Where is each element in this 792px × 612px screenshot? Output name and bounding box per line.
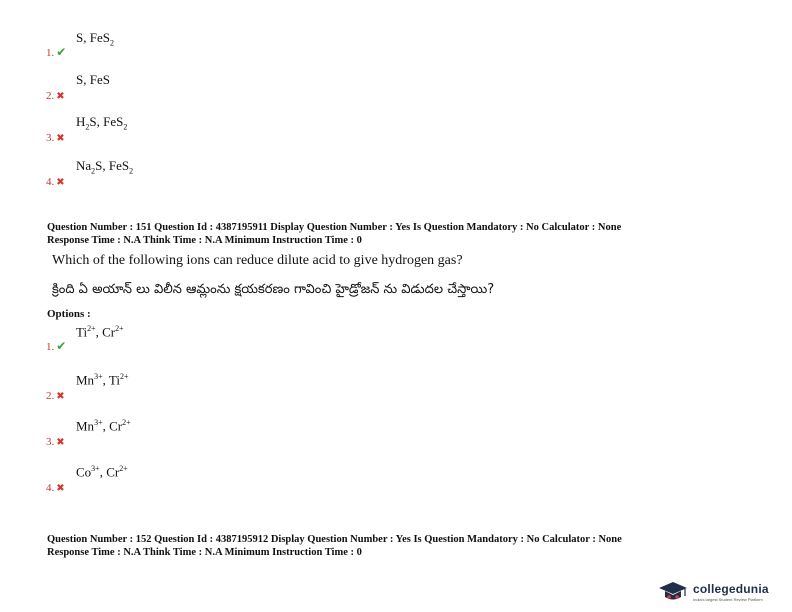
option-number: 1. — [46, 47, 55, 59]
collegedunia-watermark — [653, 578, 789, 608]
question-meta-line: Question Number : 151 Question Id : 4387195911 Display Question Number : Yes Is Question Mandatory : No Calculator : None — [47, 222, 622, 233]
graduation-cap-icon — [657, 580, 689, 604]
option-text: S, FeS$_2$ — [76, 30, 114, 48]
option-text: $Mn^{3+}$, $Ti^{2+}$ — [76, 372, 129, 388]
option-text: $Co^{3+}$, $Cr^{2+}$ — [76, 464, 128, 480]
option-number: 4. — [46, 176, 55, 188]
option-number: 2. — [46, 390, 55, 402]
option-number: 4. — [46, 482, 55, 494]
option-text: $Na_2S$, FeS$_2$ — [76, 158, 134, 176]
cross-icon: ✖ — [56, 483, 65, 494]
check-icon: ✔ — [56, 45, 67, 59]
question-text-telugu: క్రింది ఏ అయాన్ లు విలీన ఆమ్లంను క్షయకరణం గావించి హైడ్రోజన్ ను విడుదల చేస్తాయి? — [52, 282, 495, 297]
option-number: 3. — [46, 132, 55, 144]
option-text: S, FeS — [76, 72, 110, 87]
brand-name: collegedunia — [693, 582, 769, 596]
question-151-meta — [47, 221, 621, 247]
cross-icon: ✖ — [56, 91, 65, 102]
option-number: 1. — [46, 341, 55, 353]
option-number: 2. — [46, 90, 55, 102]
option-text: $Ti^{2+}$, $Cr^{2+}$ — [76, 324, 124, 340]
question-meta-line: Question Number : 152 Question Id : 4387195912 Display Question Number : Yes Is Question Mandatory : No Calculator : None — [47, 534, 622, 545]
question-text-english: Which of the following ions can reduce dilute acid to give hydrogen gas? — [52, 253, 463, 268]
option-text: $Mn^{3+}$, $Cr^{2+}$ — [76, 418, 131, 434]
cross-icon: ✖ — [56, 391, 65, 402]
check-icon: ✔ — [56, 339, 67, 353]
cross-icon: ✖ — [56, 133, 65, 144]
question-meta-line: Response Time : N.A Think Time : N.A Minimum Instruction Time : 0 — [47, 235, 362, 246]
question-meta-line: Response Time : N.A Think Time : N.A Minimum Instruction Time : 0 — [47, 547, 362, 558]
cross-icon: ✖ — [56, 177, 65, 188]
options-label: Options : — [47, 308, 91, 320]
cross-icon: ✖ — [56, 437, 65, 448]
option-text: $H_2S$, FeS$_2$ — [76, 114, 128, 132]
option-number: 3. — [46, 436, 55, 448]
question-152-meta — [47, 533, 622, 559]
brand-tagline: India's largest Student Review Platform — [693, 597, 763, 602]
